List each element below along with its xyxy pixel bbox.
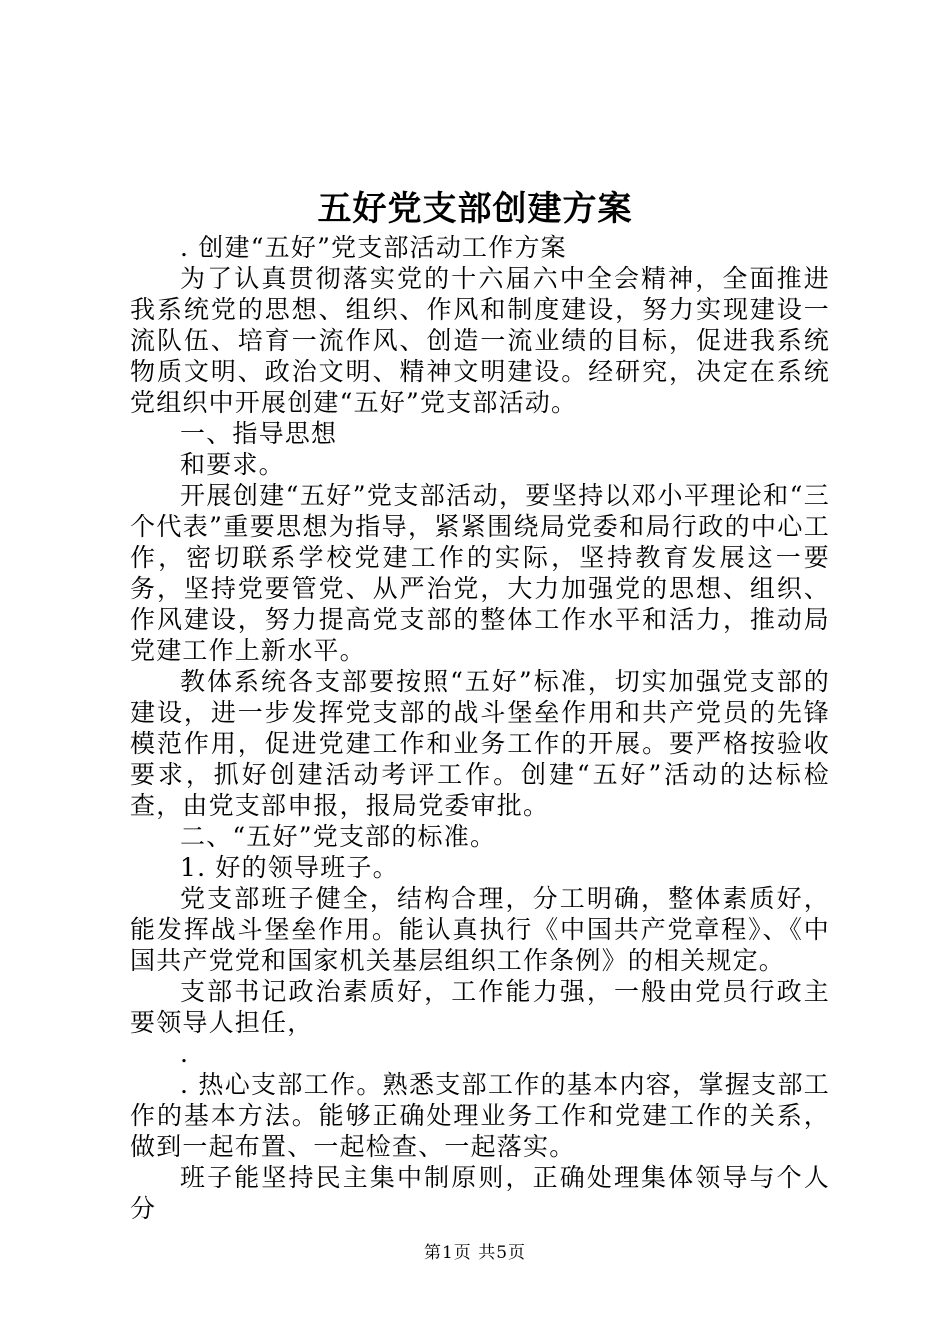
paragraph-branch-work: . 热心支部工作。熟悉支部工作的基本内容，掌握支部工作的基本方法。能够正确处理业务工作和党建工作的关系，做到一起布置、一起检查、一起落实。 (130, 1070, 830, 1161)
paragraph-standards-intro: 教体系统各支部要按照“五好”标准，切实加强党支部的建设，进一步发挥党支部的战斗堡垒作用和共产党员的先锋模范作用，促进党建工作和业务工作的开展。要严格按验收要求，抓好创建活动考评工作。创建“五好”活动的达标检查，由党支部申报，报局党委审批。 (130, 667, 830, 820)
page-number: 第1页 共5页 (423, 1243, 527, 1263)
paragraph-dot: . (180, 1039, 190, 1068)
heading-leadership-team: 1. 好的领导班子。 (180, 853, 399, 882)
heading-guiding-thought: 一、指导思想 (180, 419, 338, 448)
heading-standards: 二、“五好”党支部的标准。 (180, 822, 497, 851)
paragraph-intro: 为了认真贯彻落实党的十六届六中全会精神，全面推进我系统党的思想、组织、作风和制度建设，努力实现建设一流队伍、培育一流作风、创造一流业绩的目标，促进我系统物质文明、政治文明、精神文明建设。经研究，决定在系统党组织中开展创建“五好”党支部活动。 (130, 264, 830, 417)
paragraph-subtitle: . 创建“五好”党支部活动工作方案 (180, 233, 567, 262)
paragraph-team-structure: 党支部班子健全，结构合理，分工明确，整体素质好，能发挥战斗堡垒作用。能认真执行《中国共产党章程》、《中国共产党党和国家机关基层组织工作条例》的相关规定。 (130, 884, 830, 975)
paragraph-democratic-centralism: 班子能坚持民主集中制原则，正确处理集体领导与个人分 (130, 1163, 830, 1223)
paragraph-guidance: 开展创建“五好”党支部活动，要坚持以邓小平理论和“三个代表”重要思想为指导，紧紧围绕局党委和局行政的中心工作，密切联系学校党建工作的实际，坚持教育发展这一要务，坚持党要管党、从严治党，大力加强党的思想、组织、作风建设，努力提高党支部的整体工作水平和活力，推动局党建工作上新水平。 (130, 481, 830, 665)
document-body (130, 232, 830, 1224)
paragraph-secretary: 支部书记政治素质好，工作能力强，一般由党员行政主要领导人担任， (130, 977, 830, 1037)
document-title: 五好党支部创建方案 (317, 189, 633, 229)
paragraph-requirements: 和要求。 (180, 450, 285, 479)
